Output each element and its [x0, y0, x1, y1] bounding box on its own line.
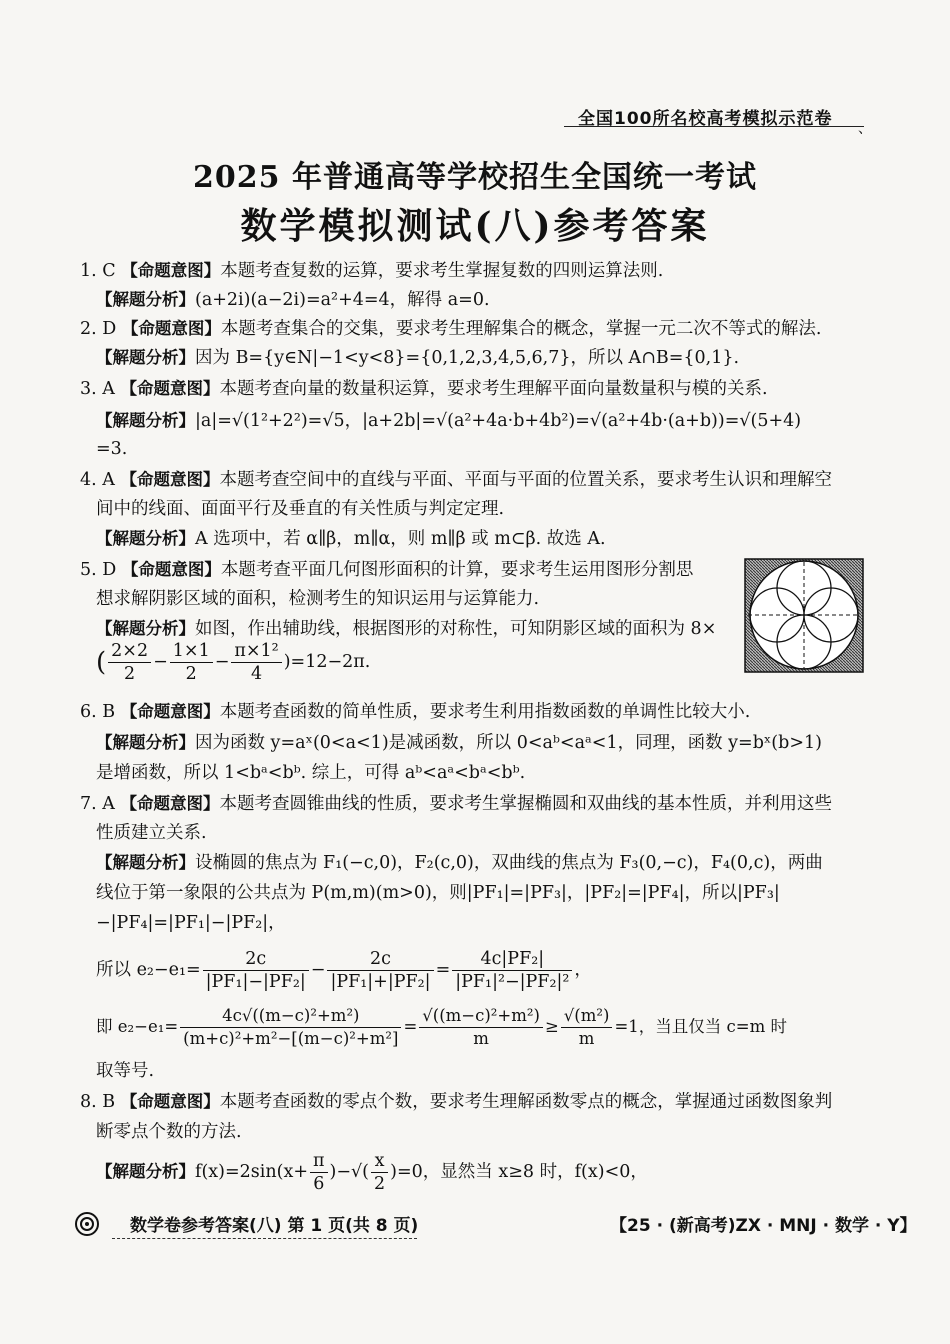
corner-mark: 、 — [858, 121, 872, 137]
q7-formula-line1: 所以 e₂−e₁= $\frac{2c}{\text{|PF₁|−|PF₂|}}$ − $\frac{2c}{\text{|PF₁|+|PF₂|}}$ = $\frac{\text{4c|PF₂|}}{\text{|PF₁|²−|PF₂|²}}$ ， — [96, 949, 592, 992]
q3-intent: 3. A 【命题意图】本题考查向量的数量积运算，要求考生理解平面向量数量积与模的关系. — [80, 379, 768, 399]
footer-page-info: 数学卷参考答案(八) 第 1 页(共 8 页) — [130, 1216, 419, 1236]
q4-analysis: 【解题分析】A 选项中，若 α∥β，m∥α，则 m∥β 或 m⊂β. 故选 A. — [96, 529, 606, 549]
q5-analysis: 【解题分析】如图，作出辅助线，根据图形的对称性，可知阴影区域的面积为 8× — [96, 619, 717, 639]
q7-intent-cont: 性质建立关系. — [96, 823, 207, 843]
q4-intent-cont: 间中的线面、面面平行及垂直的有关性质与判定定理. — [96, 499, 505, 519]
q3-analysis: 【解题分析】|a|=√(1²+2²)=√5，|a+2b|=√(a²+4a·b+4b²)=√(a²+4b·(a+b))=√(5+4) — [96, 411, 802, 431]
q7-formula-line2: 即 e₂−e₁= $\frac{\text{4c√((m−c)²+m²)}}{\text{(m+c)²+m²−[(m−c)²+m²]}}$ = $\frac{\text{√((m−c)²+m²)}}{m}$ ≥ $\frac{\text{√(m²)}}{m}$ =1，当且仅当 c=m 时 — [96, 1006, 787, 1048]
q8-analysis: 【解题分析】f(x)=2sin(x+ $\frac{\pi}{6}$ )−√( $\frac{x}{2}$ )=0，显然当 x≥8 时，f(x)<0， — [96, 1151, 648, 1194]
q7-intent: 7. A 【命题意图】本题考查圆锥曲线的性质，要求考生掌握椭圆和双曲线的基本性质，并利用这些 — [80, 794, 832, 814]
q4-intent: 4. A 【命题意图】本题考查空间中的直线与平面、平面与平面的位置关系，要求考生认识和理解空 — [80, 470, 832, 490]
q2-intent: 2. D 【命题意图】本题考查集合的交集，要求考生理解集合的概念，掌握一元二次不等式的解法. — [80, 319, 822, 339]
q7-conclusion: 取等号. — [96, 1061, 155, 1081]
q7-analysis-cont2: −|PF₄|=|PF₁|−|PF₂|， — [96, 913, 286, 933]
q5-intent-cont: 想求解阴影区域的面积，检测考生的知识运用与运算能力. — [96, 589, 540, 609]
q6-analysis-cont: 是增函数，所以 1<bᵃ<bᵇ. 综上，可得 aᵇ<aᵃ<bᵃ<bᵇ. — [96, 763, 526, 783]
q5-intent: 5. D 【命题意图】本题考查平面几何图形面积的计算，要求考生运用图形分割思 — [80, 560, 694, 580]
footer-code: 【25 · (新高考)ZX · MNJ · 数学 · Y】 — [610, 1216, 917, 1236]
footer-logo-icon — [74, 1211, 100, 1237]
q1-analysis: 【解题分析】(a+2i)(a−2i)=a²+4=4，解得 a=0. — [96, 290, 490, 310]
q5-formula: ( $\frac{2\times 2}{2}$ − $\frac{1\times 1}{2}$ − $\frac{\text{π×1²}}{4}$ )=12−2π. — [96, 641, 371, 684]
q8-intent-cont: 断零点个数的方法. — [96, 1122, 242, 1142]
answer-title: 数学模拟测试(八)参考答案 — [240, 205, 710, 247]
q6-analysis: 【解题分析】因为函数 y=aˣ(0<a<1)是减函数，所以 0<aᵇ<aᵃ<1，同理，函数 y=bˣ(b>1) — [96, 733, 822, 753]
footer-underline — [112, 1238, 417, 1239]
q2-analysis: 【解题分析】因为 B={y∈N|−1<y<8}={0,1,2,3,4,5,6,7}，所以 A∩B={0,1}. — [96, 348, 740, 368]
q7-analysis-cont: 线位于第一象限的公共点为 P(m,m)(m>0)，则|PF₁|=|PF₃|，|PF₂|=|PF₄|，所以|PF₃| — [96, 883, 780, 903]
exam-title: 2025 年普通高等学校招生全国统一考试 — [193, 160, 757, 195]
shaded-petal-figure — [744, 558, 864, 673]
series-underline — [564, 126, 864, 127]
series-name: 全国100所名校高考模拟示范卷 — [578, 109, 833, 129]
q8-intent: 8. B 【命题意图】本题考查函数的零点个数，要求考生理解函数零点的概念，掌握通过函数图象判 — [80, 1092, 833, 1112]
q6-intent: 6. B 【命题意图】本题考查函数的简单性质，要求考生利用指数函数的单调性比较大小. — [80, 702, 751, 722]
q7-analysis: 【解题分析】设椭圆的焦点为 F₁(−c,0)，F₂(c,0)，双曲线的焦点为 F₃(0,−c)，F₄(0,c)，两曲 — [96, 853, 823, 873]
q1-intent: 1. C 【命题意图】本题考查复数的运算，要求考生掌握复数的四则运算法则. — [80, 261, 664, 281]
q3-analysis-cont: =3. — [96, 439, 128, 459]
